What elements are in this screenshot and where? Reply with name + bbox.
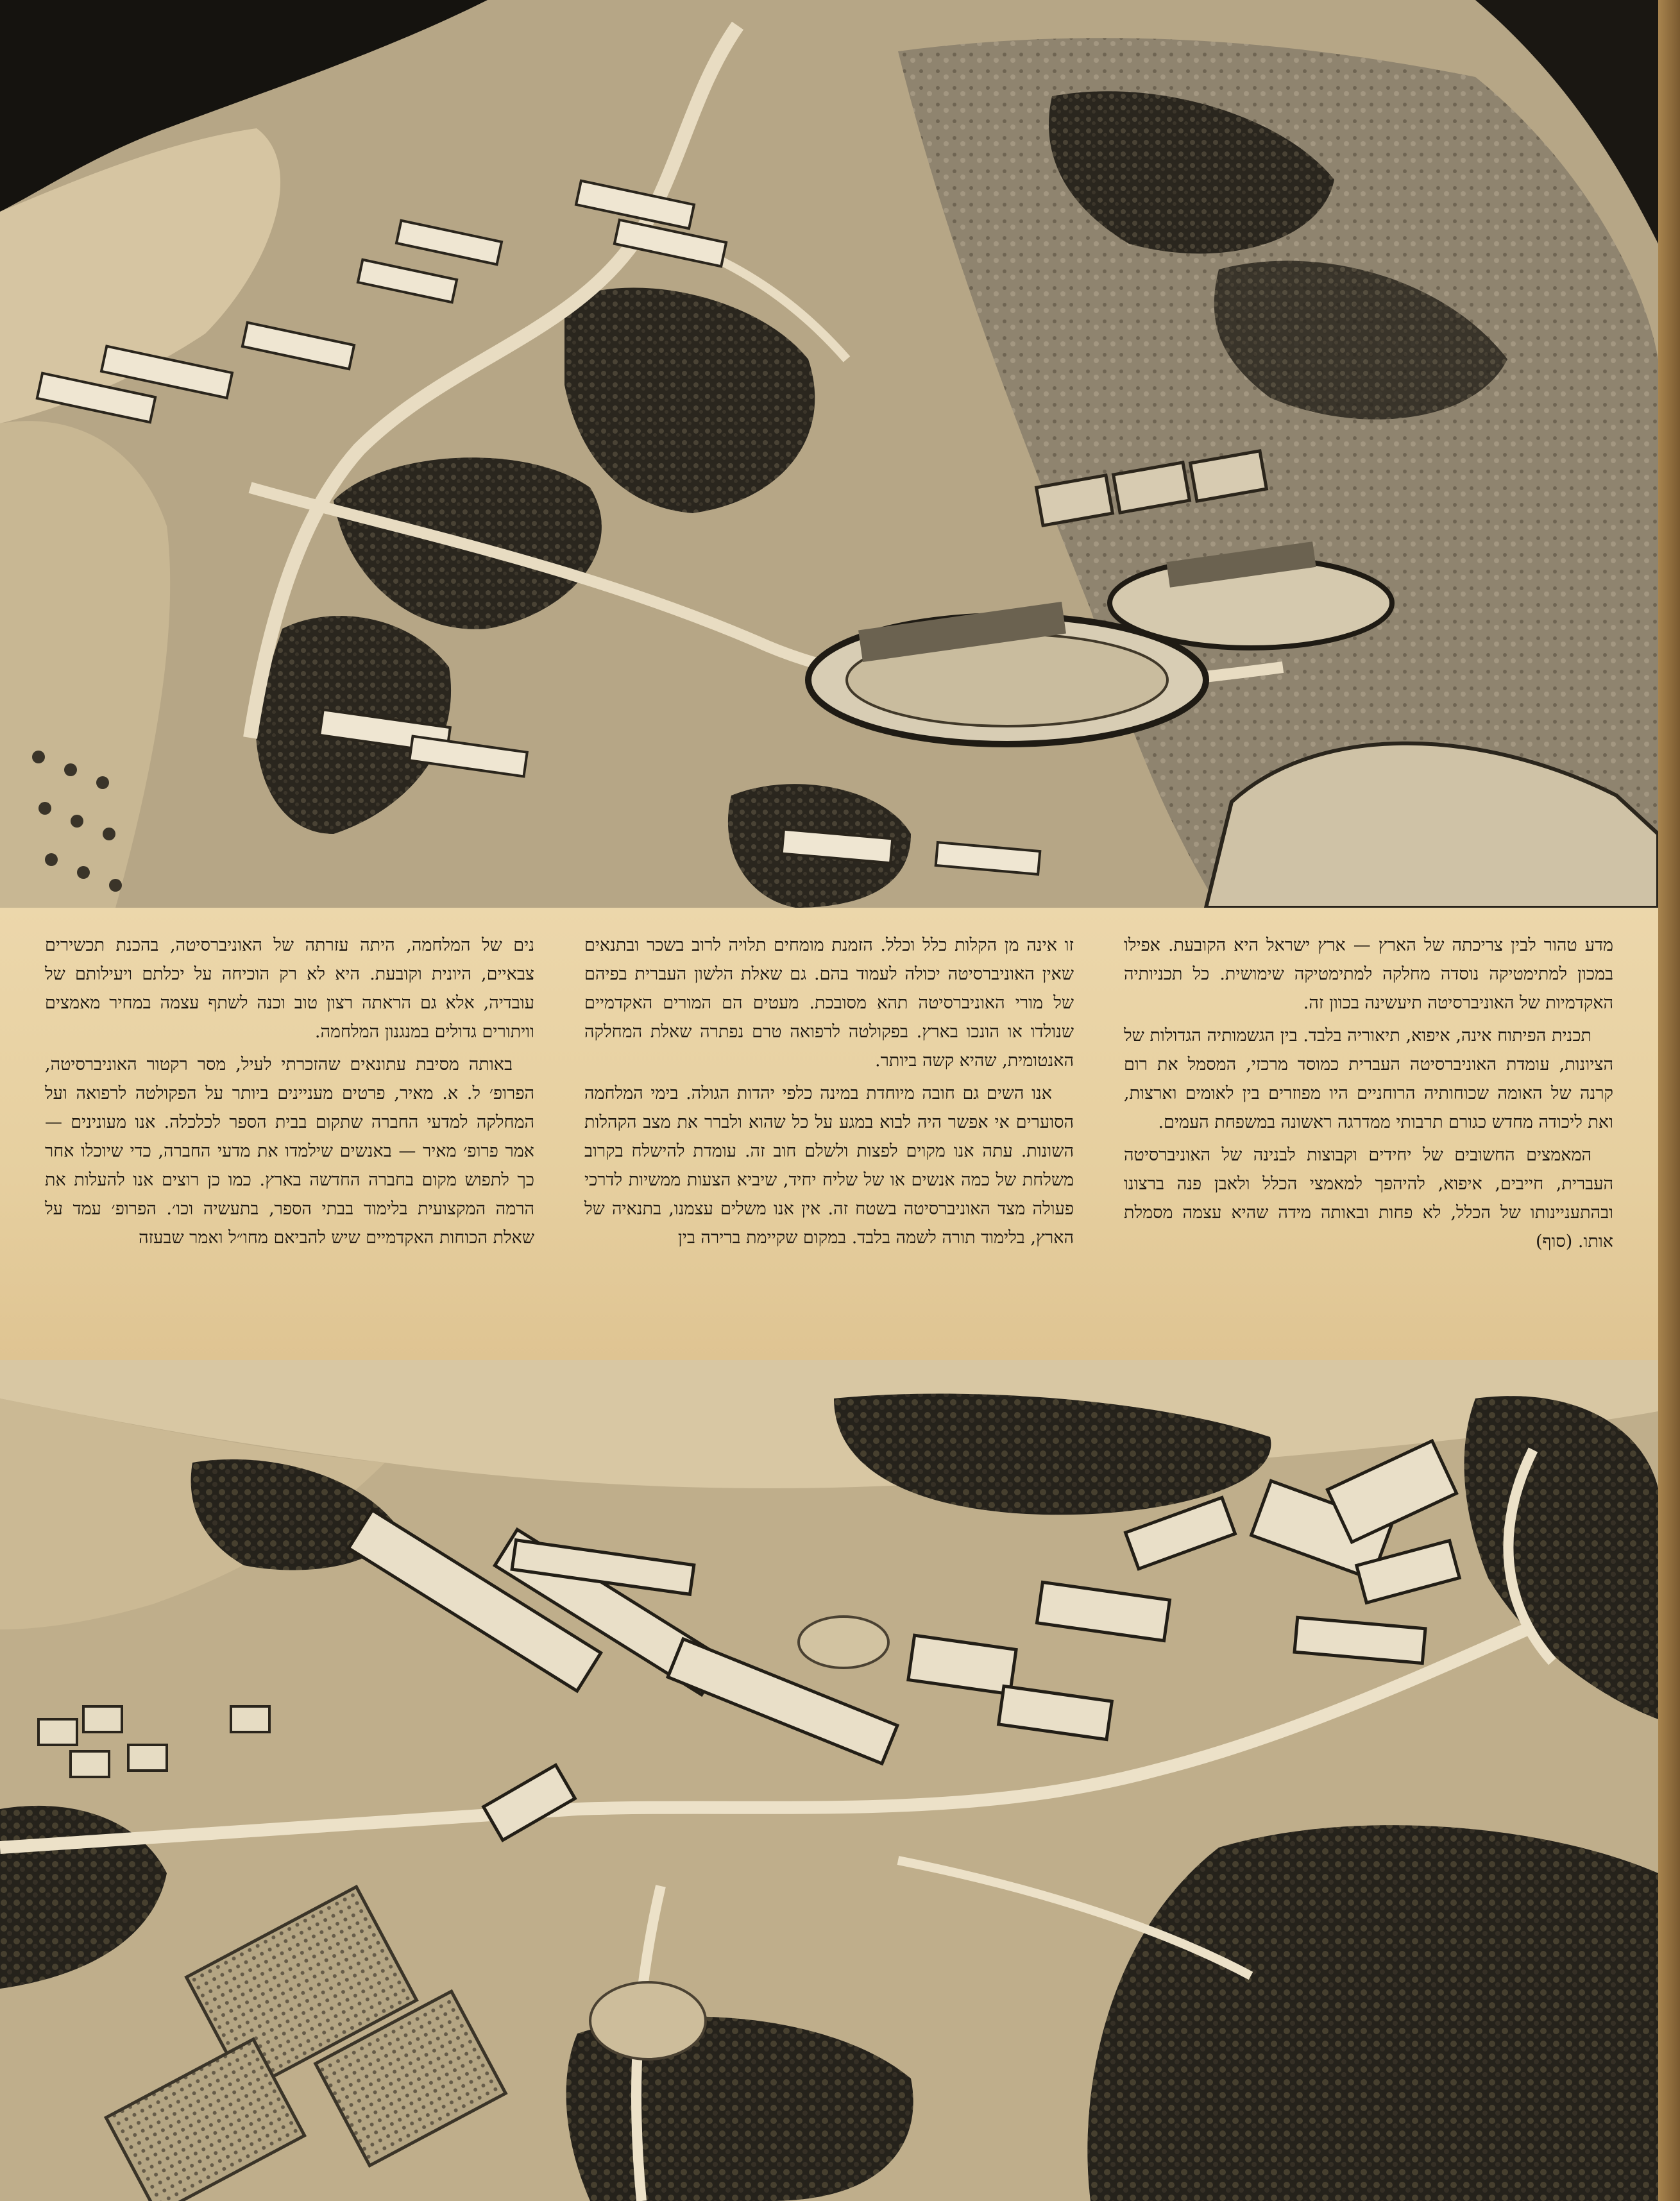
article-text-band (0, 908, 1658, 1360)
paragraph: באותה מסיבת עתונאים שהזכרתי לעיל, מסר רקטור האוניברסיטה, הפרופ׳ ל. א. מאיר, פרטים מעניינים ביותר על הפקולטה לרפואה ועל המחלקה למדעי החברה שתקום בבית הספר לכלכלה. אנו מעונינים — אמר פרופ׳ מאיר — באנשים שילמדו את מדעי החברה, כדי שיוכלו אחר כך לתפוש מקום בחברה החדשה בארץ. כמו כן רוצים אנו להעלות את הרמה המקצועית בלימוד בבתי הספר, בתעשיה וכו׳. הפרופ׳ עמד על שאלת הכוחות האקדמיים שיש להביאם מחו״ל ואמר שבעזה (45, 1055, 534, 1248)
paragraph: אנו השים גם חובה מיוחדת במינה כלפי יהדות הגולה. בימי המלחמה הסוערים אי אפשר היה לבוא במגע על כל שהוא ולברר את מצב הקהלות השונות. עתה אנו מקוים לפצות ולשלם חוב זה. עומדת להישלח בקרוב משלחת של כמה אנשים או של שליח יחיד, שיביא הצעות ממשיות לדרכי פעולה מצד האוניברסיטה בשטח זה. אין אנו משלים עצמנו, בתנאיה של הארץ, בלימוד תורה לשמה בלבד. במקום שקיימת ברירה בין (584, 1084, 1074, 1248)
paragraph-text: המאמצים החשובים של יחידים וקבוצות לבנינה של האוניברסיטה העברית, חייבים, איפוא, להיהפך למאמצי הכלל ולאבן פנה ברצונו ובהתעניינותו של הכלל, לא פחות ובאותה מידה שהיא עצמה מסמלת אותו. (1124, 1145, 1613, 1252)
paragraph: נים של המלחמה, היתה עזרתה של האוניברסיטה, בהכנת תכשירים צבאיים, היונית וקובעת. היא לא רק הוכיחה על יכלתם ויעילותם של עובדיה, אלא גם הראתה רצון טוב וכנה לשתף עצמה במחיר מאמצים וויתורים גדולים במנגנון המלחמה. (45, 935, 534, 1042)
article-column-middle (584, 931, 1074, 1334)
paragraph: מדע טהור לבין צריכתה של הארץ — ארץ ישראל היא הקובעת. אפילו במכון למתימטיקה נוסדה מחלקה למתימטיקה שימושית. כל תכניותיה האקדמיות של האוניברסיטה תיעשינה בכוון זה. (1124, 935, 1613, 1013)
paragraph: תכנית הפיתוח אינה, איפוא, תיאוריה בלבד. בין הגשמותיה הגדולות של הציונות, עומדת האוניברסיטה העברית כמוסד מרכזי, המסמל את רום קרנה של האומה שכוחותיה הרוחניים היו מפוזרים בין לאומים וארצות, ואת ליכודה מחדש כגורם תרבותי ממדרגה ראשונה במשפחת העמים. (1124, 1026, 1613, 1132)
paragraph: זו אינה מן הקלות כלל וכלל. הזמנת מומחים תלויה לרוב בשכר ובתנאים שאין האוניברסיטה יכולה לעמוד בהם. גם שאלת הלשון העברית בפיהם של מורי האוניברסיטה תהא מסובכת. מעטים הם המורים האקדמיים שנולדו או הונכו בארץ. בפקולטה לרפואה טרם נפתרה שאלת המחלקה האנטומית, שהיא קשה ביותר. (584, 935, 1074, 1071)
paragraph (1124, 1141, 1613, 1256)
article-columns (45, 931, 1613, 1334)
campus-model-photo-top (0, 0, 1658, 908)
campus-model-photo-bottom (0, 1360, 1658, 2201)
article-column-left (1124, 931, 1613, 1334)
end-mark: (סוף) (1536, 1232, 1573, 1252)
article-column-right (45, 931, 534, 1334)
page-edge (1658, 0, 1680, 2201)
